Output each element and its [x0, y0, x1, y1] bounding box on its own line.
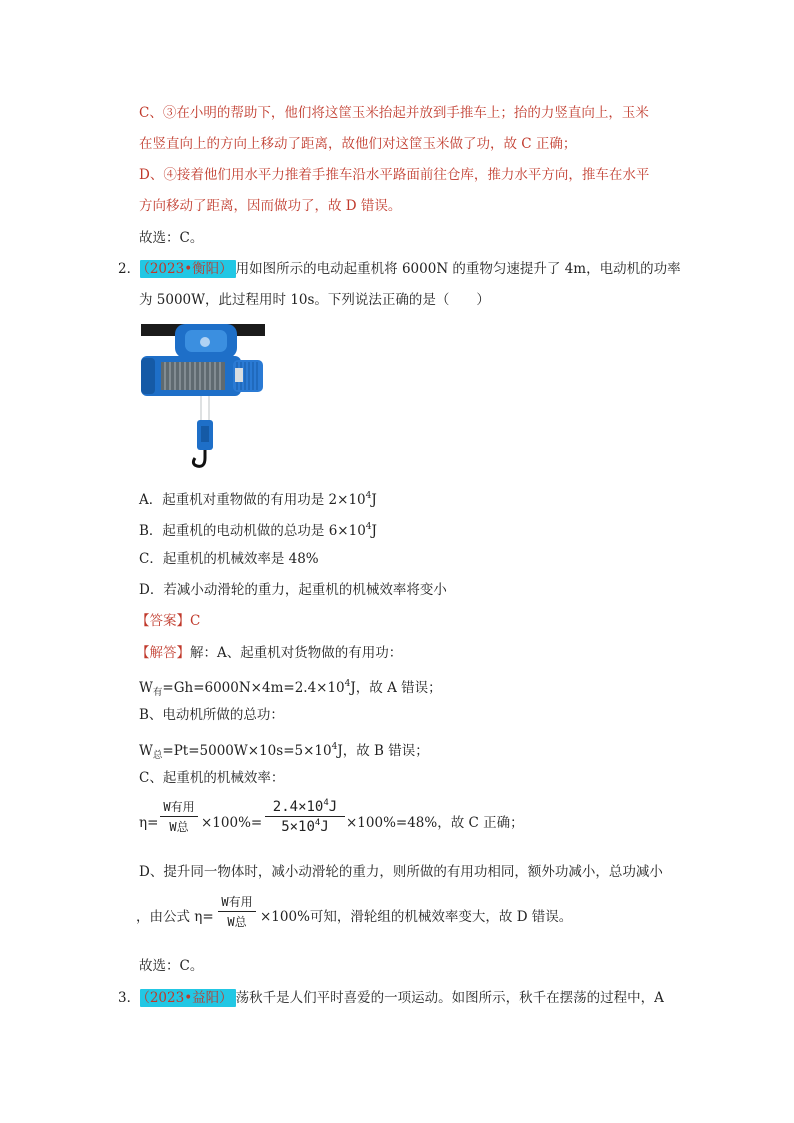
analysis-intro: 【解答】解：A、起重机对货物做的有用功：: [136, 645, 403, 661]
crane-image: [139, 320, 267, 472]
fraction-values: $2.4\times 10^4J$ $5\times 10^4J$: [265, 798, 345, 835]
option-d: D．若减小动滑轮的重力，起重机的机械效率将变小: [139, 582, 447, 598]
d-explanation-line1: D、提升同一物体时，减小动滑轮的重力，则所做的有用功相同，额外功减小，总功减小: [139, 864, 663, 880]
fraction-useful-over-total: W有用 W总: [160, 798, 198, 835]
question-number: 3．: [118, 990, 141, 1006]
eta-symbol: η=: [139, 815, 159, 831]
total-work-formula: $W_总=Pt=5000W\times 10s=5\times 10^4J$，故 B 错误；: [139, 742, 429, 761]
prev-option-c-line1: C、③在小明的帮助下，他们将这筐玉米抬起并放到手推车上；抬的力竖直向上，玉米: [139, 105, 649, 121]
q2-select: 故选：C。: [139, 958, 204, 974]
analysis-label: 【解答】: [136, 645, 190, 661]
answer-label: 【答案】: [136, 613, 190, 629]
question-3-stem-line1: [118, 988, 664, 1008]
question-2-stem-line1: [118, 259, 681, 279]
d-explanation-formula-post: ×100%可知，滑轮组的机械效率变大，故 D 错误。: [260, 909, 573, 925]
prev-option-d-line1: D、④接着他们用水平力推着手推车沿水平路面前往仓库，推力水平方向，推车在水平: [139, 167, 650, 183]
prev-option-c-line2: 在竖直向上的方向上移动了距离，故他们对这筐玉米做了功，故 C 正确；: [139, 136, 577, 152]
d-explanation-formula-pre: ，由公式 η=: [136, 909, 214, 925]
source-tag: （2023•衡阳）: [140, 260, 236, 278]
times-100-percent: ×100%=: [201, 815, 263, 831]
question-stem: 用如图所示的电动起重机将 6000N 的重物匀速提升了 4m，电动机的功率: [235, 261, 681, 277]
electric-hoist-icon: [139, 320, 267, 472]
source-tag: （2023•益阳）: [140, 989, 236, 1007]
efficiency-result: ×100%=48%，故 C 正确；: [346, 815, 524, 831]
useful-work-formula: $W_有=Gh=6000N\times 4m=2.4\times 10^4J$，故 A 错误；: [139, 679, 442, 698]
question-stem: 荡秋千是人们平时喜爱的一项运动。如图所示，秋千在摆荡的过程中，A: [235, 990, 664, 1006]
answer-line: [136, 611, 200, 631]
answer-value: C: [190, 613, 201, 629]
prev-option-d-line2: 方向移动了距离，因而做功了，故 D 错误。: [139, 198, 402, 214]
prev-select: 故选：C。: [139, 230, 204, 246]
question-2-stem-line2: 为 5000W，此过程用时 10s。下列说法正确的是（ ）: [139, 292, 490, 308]
option-c: C．起重机的机械效率是 48%: [139, 551, 319, 567]
question-number: 2．: [118, 261, 141, 277]
fraction-useful-over-total-2: W有用 W总: [218, 893, 256, 930]
total-work-intro: B、电动机所做的总功：: [139, 707, 284, 723]
efficiency-intro: C、起重机的机械效率：: [139, 770, 285, 786]
option-b: B．起重机的电动机做的总功是 $6\times 10^4J$: [139, 522, 377, 539]
option-a: A．起重机对重物做的有用功是 $2\times 10^4J$: [139, 491, 377, 508]
